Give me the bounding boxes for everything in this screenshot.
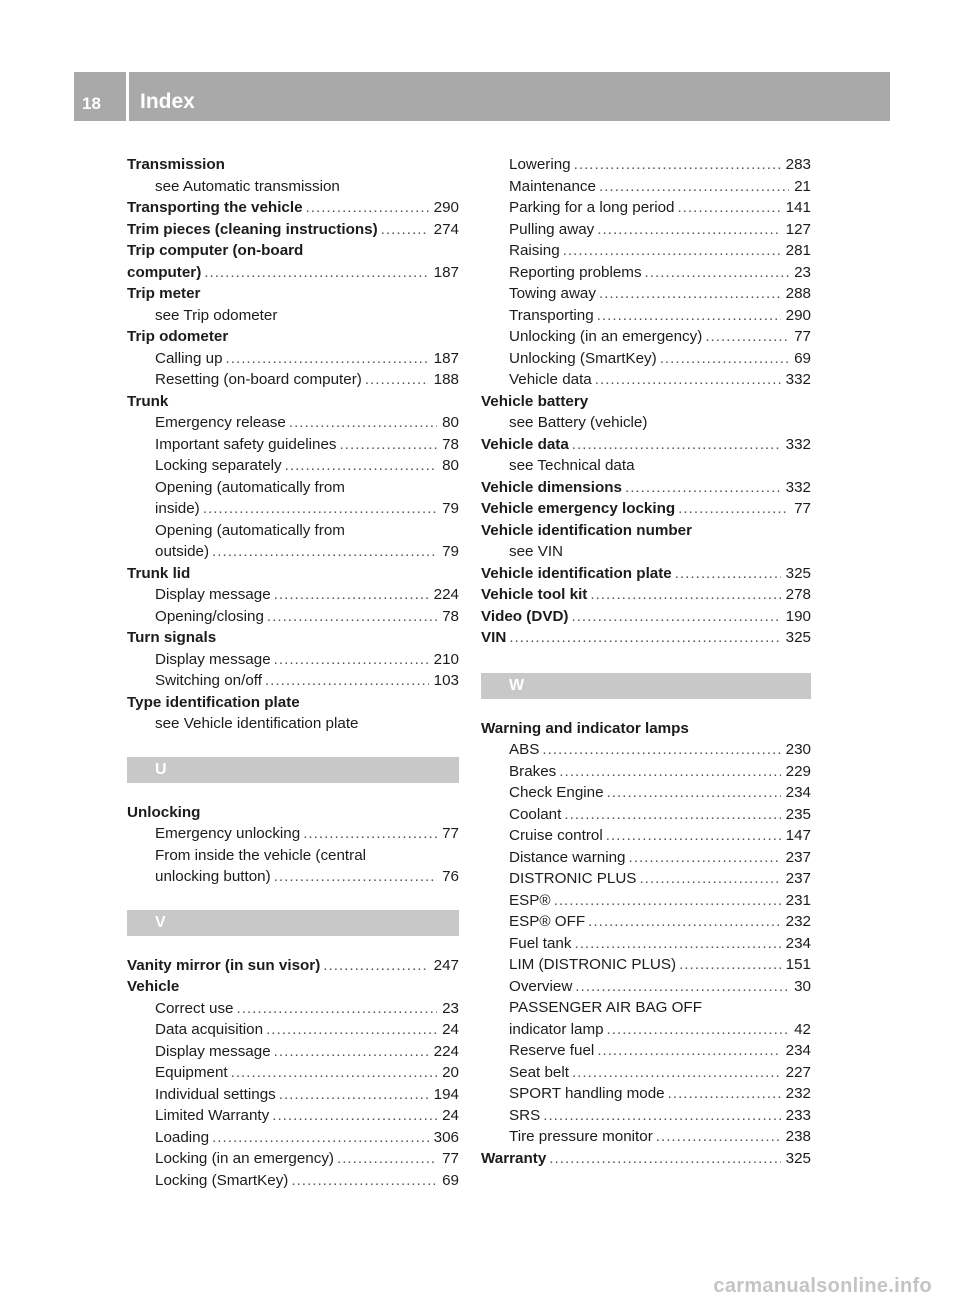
entry-label: Parking for a long period (509, 199, 675, 216)
index-subentry (127, 866, 459, 888)
page-ref: 151 (785, 956, 811, 973)
entry-label: Transporting (509, 306, 594, 324)
index-subentry (127, 412, 459, 434)
entry-label: Vehicle data (509, 371, 592, 388)
index-heading: Vehicle (127, 978, 180, 995)
index-entry (481, 498, 811, 520)
page-ref: 42 (794, 1020, 811, 1038)
entry-label: indicator lamp (509, 1020, 604, 1038)
entry-label: Video (DVD) (481, 607, 569, 625)
entry-label: Lowering (509, 156, 571, 173)
page-ref: 325 (785, 564, 811, 582)
index-subentry (481, 933, 811, 955)
index-see-reference: see Automatic transmission (155, 177, 340, 195)
page-ref: 224 (433, 1042, 459, 1060)
page-ref: 103 (433, 672, 459, 689)
index-heading: Trip meter (127, 285, 201, 302)
index-subentry (481, 197, 811, 219)
page-ref: 274 (433, 220, 459, 238)
entry-label: Vehicle tool kit (481, 586, 588, 603)
index-subentry (481, 761, 811, 783)
page-ref: 80 (442, 414, 459, 431)
section-header-u: U (127, 757, 459, 783)
dot-leader (203, 498, 437, 520)
entry-label: Display message (155, 1042, 271, 1060)
dot-leader (675, 563, 781, 585)
dot-leader (590, 584, 780, 606)
page-ref: 187 (433, 263, 459, 281)
page-ref: 234 (785, 1042, 811, 1059)
index-subentry (481, 804, 811, 826)
page-ref: 141 (785, 199, 811, 216)
dot-leader (668, 1083, 781, 1105)
dot-leader (564, 804, 780, 826)
dot-leader (595, 369, 781, 391)
dot-leader (563, 240, 781, 262)
dot-leader (549, 1148, 780, 1170)
entry-label: Coolant (509, 805, 562, 823)
page-ref: 194 (433, 1085, 459, 1103)
index-heading: Vehicle battery (481, 392, 589, 410)
dot-leader (274, 1041, 429, 1063)
page-ref: 23 (794, 263, 811, 281)
index-subentry (127, 649, 459, 671)
dot-leader (705, 326, 789, 348)
page-ref: 77 (794, 500, 811, 517)
page-ref: 80 (442, 457, 459, 474)
index-subentry (481, 976, 811, 998)
page-ref: 77 (442, 825, 459, 842)
dot-leader (340, 434, 438, 456)
header-divider (126, 72, 129, 121)
index-column-left (127, 154, 459, 1191)
dot-leader (381, 219, 429, 241)
index-subentry (481, 348, 811, 370)
entry-label: Warranty (481, 1149, 547, 1167)
index-heading: Transmission (127, 156, 225, 173)
index-subentry (127, 348, 459, 370)
index-subentry (127, 606, 459, 628)
entry-label: Correct use (155, 999, 234, 1017)
index-see-reference: see Trip odometer (155, 306, 278, 324)
index-subentry (481, 825, 811, 847)
entry-label: DISTRONIC PLUS (509, 870, 637, 887)
index-heading: Trunk (127, 392, 169, 410)
index-heading: Trip computer (on-board (127, 242, 304, 259)
dot-leader (599, 176, 789, 198)
dot-leader (266, 1019, 437, 1041)
page-ref: 234 (785, 784, 811, 801)
entry-label: Locking (in an emergency) (155, 1150, 334, 1167)
index-subentry (127, 670, 459, 692)
dot-leader (588, 911, 780, 933)
page-ref: 232 (785, 1085, 811, 1102)
index-subentry (127, 1084, 459, 1106)
index-heading: Unlocking (127, 803, 201, 821)
page-ref: 281 (785, 242, 811, 259)
entry-label: unlocking button) (155, 868, 271, 885)
page-ref: 290 (433, 199, 459, 216)
dot-leader (572, 434, 781, 456)
entry-label: Vehicle emergency locking (481, 500, 676, 517)
page-ref: 238 (785, 1128, 811, 1145)
entry-label: LIM (DISTRONIC PLUS) (509, 956, 677, 973)
page-ref: 76 (442, 868, 459, 885)
entry-label: Unlocking (SmartKey) (509, 349, 657, 367)
entry-label: Check Engine (509, 784, 604, 801)
index-subentry (481, 240, 811, 262)
index-subentry (127, 541, 459, 563)
index-subentry (481, 154, 811, 176)
index-subentry (127, 434, 459, 456)
page-title: Index (140, 90, 195, 113)
page-ref: 235 (785, 805, 811, 823)
dot-leader (274, 584, 429, 606)
index-see-reference: PASSENGER AIR BAG OFF (509, 999, 702, 1016)
dot-leader (597, 305, 781, 327)
entry-label: Calling up (155, 349, 223, 367)
entry-label: Reserve fuel (509, 1042, 595, 1059)
dot-leader (267, 606, 437, 628)
dot-leader (607, 782, 781, 804)
entry-label: ESP® (509, 891, 551, 909)
dot-leader (559, 761, 780, 783)
dot-leader (212, 541, 437, 563)
entry-label: ESP® OFF (509, 913, 586, 930)
entry-label: inside) (155, 500, 200, 517)
index-subentry (481, 219, 811, 241)
index-heading: Trunk lid (127, 564, 191, 582)
index-heading: Turn signals (127, 629, 217, 646)
index-subentry (127, 1105, 459, 1127)
dot-leader (597, 1040, 780, 1062)
dot-leader (574, 154, 781, 176)
page-ref: 283 (785, 156, 811, 173)
index-group-u (127, 802, 459, 888)
entry-label: Unlocking (in an emergency) (509, 328, 703, 345)
page-ref: 190 (785, 607, 811, 625)
index-subentry (481, 911, 811, 933)
dot-leader (625, 477, 781, 499)
entry-label: Equipment (155, 1064, 228, 1081)
entry-label: Locking (SmartKey) (155, 1171, 289, 1189)
index-subentry (127, 1148, 459, 1170)
index-see-reference: see Technical data (509, 457, 635, 474)
page-ref: 332 (785, 435, 811, 453)
dot-leader (656, 1126, 781, 1148)
page-ref: 187 (433, 349, 459, 367)
page-ref: 227 (785, 1063, 811, 1081)
index-entry (127, 219, 459, 241)
entry-label: Fuel tank (509, 934, 572, 952)
entry-label: Reporting problems (509, 263, 642, 281)
dot-leader (279, 1084, 429, 1106)
page-ref: 20 (442, 1064, 459, 1081)
index-subentry (127, 998, 459, 1020)
page-ref: 30 (794, 977, 811, 995)
index-subentry (127, 1127, 459, 1149)
index-see-reference: From inside the vehicle (central (155, 846, 367, 864)
page-ref: 24 (442, 1107, 459, 1124)
index-see-reference: Opening (automatically from (155, 478, 345, 496)
dot-leader (597, 219, 780, 241)
dot-leader (291, 1170, 437, 1192)
dot-leader (285, 455, 437, 477)
index-subentry (481, 1126, 811, 1148)
page-ref: 188 (433, 371, 459, 388)
index-group-v (127, 955, 459, 1192)
index-entry (481, 584, 811, 606)
dot-leader (303, 823, 437, 845)
index-entry (127, 262, 459, 284)
index-subentry (481, 1105, 811, 1127)
dot-leader (212, 1127, 429, 1149)
dot-leader (575, 976, 789, 998)
dot-leader (606, 825, 781, 847)
index-entry (481, 627, 811, 649)
page-ref: 237 (785, 848, 811, 866)
index-column-right (481, 154, 811, 1169)
entry-label: VIN (481, 629, 507, 646)
index-subentry (127, 369, 459, 391)
index-subentry (481, 283, 811, 305)
entry-label: Cruise control (509, 827, 603, 844)
entry-label: Overview (509, 977, 573, 995)
index-heading: Type identification plate (127, 693, 300, 711)
dot-leader (265, 670, 429, 692)
index-subentry (481, 868, 811, 890)
index-group-w (481, 718, 811, 1170)
index-subentry (481, 739, 811, 761)
entry-label: Vanity mirror (in sun visor) (127, 956, 321, 974)
index-subentry (481, 847, 811, 869)
page-ref: 288 (785, 285, 811, 302)
page-ref: 332 (785, 478, 811, 496)
index-heading: Vehicle identification number (481, 521, 692, 539)
index-heading: Warning and indicator lamps (481, 719, 689, 737)
index-entry (481, 434, 811, 456)
dot-leader (365, 369, 429, 391)
page-ref: 290 (785, 306, 811, 324)
dot-leader (678, 498, 789, 520)
index-subentry (127, 584, 459, 606)
index-subentry (127, 823, 459, 845)
entry-label: Opening/closing (155, 607, 264, 625)
dot-leader (645, 262, 790, 284)
index-subentry (481, 954, 811, 976)
dot-leader (323, 955, 428, 977)
dot-leader (272, 1105, 437, 1127)
index-subentry (481, 1019, 811, 1041)
watermark: carmanualsonline.info (713, 1275, 932, 1297)
page-ref: 79 (442, 543, 459, 560)
page-ref: 77 (442, 1150, 459, 1167)
dot-leader (543, 1105, 780, 1127)
page-ref: 147 (785, 827, 811, 844)
entry-label: Vehicle data (481, 435, 569, 453)
dot-leader (509, 627, 780, 649)
dot-leader (629, 847, 781, 869)
dot-leader (204, 262, 428, 284)
index-subentry (481, 1083, 811, 1105)
page-ref: 69 (794, 349, 811, 367)
index-entry (481, 477, 811, 499)
page-ref: 224 (433, 586, 459, 603)
index-subentry (127, 498, 459, 520)
dot-leader (226, 348, 429, 370)
index-subentry (127, 1062, 459, 1084)
entry-label: Resetting (on-board computer) (155, 371, 362, 388)
entry-label: Raising (509, 242, 560, 259)
entry-label: Data acquisition (155, 1021, 264, 1038)
dot-leader (237, 998, 438, 1020)
dot-leader (574, 933, 780, 955)
entry-label: Individual settings (155, 1085, 276, 1103)
entry-label: SRS (509, 1106, 541, 1124)
dot-leader (660, 348, 789, 370)
dot-leader (231, 1062, 437, 1084)
dot-leader (289, 412, 437, 434)
dot-leader (639, 868, 780, 890)
entry-label: Limited Warranty (155, 1107, 270, 1124)
entry-label: Emergency release (155, 414, 286, 431)
dot-leader (572, 1062, 781, 1084)
page-ref: 229 (785, 762, 811, 780)
entry-label: Emergency unlocking (155, 825, 301, 842)
dot-leader (554, 890, 781, 912)
page-ref: 237 (785, 870, 811, 887)
dot-leader (677, 197, 780, 219)
index-subentry (481, 890, 811, 912)
dot-leader (542, 739, 780, 761)
index-entry (127, 197, 459, 219)
entry-label: Tire pressure monitor (509, 1128, 653, 1145)
entry-label: ABS (509, 741, 540, 758)
page-number: 18 (82, 94, 101, 113)
page-header (74, 72, 890, 121)
page-ref: 24 (442, 1021, 459, 1038)
page-ref: 232 (785, 913, 811, 930)
entry-label: Display message (155, 650, 271, 668)
entry-label: Distance warning (509, 848, 626, 866)
entry-label: Maintenance (509, 177, 596, 195)
page-ref: 77 (794, 328, 811, 345)
entry-label: Switching on/off (155, 672, 262, 689)
index-subentry (481, 326, 811, 348)
entry-label: Seat belt (509, 1063, 569, 1081)
index-subentry (481, 1040, 811, 1062)
page-ref: 306 (433, 1128, 459, 1146)
dot-leader (337, 1148, 437, 1170)
index-entry (127, 955, 459, 977)
entry-label: Vehicle dimensions (481, 478, 622, 496)
dot-leader (607, 1019, 790, 1041)
entry-label: Pulling away (509, 220, 595, 238)
page-ref: 325 (785, 1149, 811, 1167)
page-ref: 234 (785, 934, 811, 952)
section-header-w: W (481, 673, 811, 699)
entry-label: SPORT handling mode (509, 1085, 665, 1102)
page-ref: 247 (433, 956, 459, 974)
page-ref: 21 (794, 177, 811, 195)
dot-leader (274, 649, 429, 671)
dot-leader (306, 197, 429, 219)
index-subentry (481, 262, 811, 284)
index-group-v-continued (481, 154, 811, 649)
entry-label: Important safety guidelines (155, 435, 337, 453)
entry-label: Trim pieces (cleaning instructions) (127, 220, 378, 238)
index-subentry (481, 176, 811, 198)
entry-label: Brakes (509, 762, 557, 780)
page-ref: 79 (442, 500, 459, 517)
index-heading: Trip odometer (127, 328, 229, 345)
entry-label: Towing away (509, 285, 596, 302)
entry-label: Transporting the vehicle (127, 199, 303, 216)
section-header-v: V (127, 910, 459, 936)
index-entry (481, 563, 811, 585)
index-entry (481, 606, 811, 628)
index-entry (481, 1148, 811, 1170)
index-see-reference: see VIN (509, 543, 564, 560)
page-ref: 78 (442, 607, 459, 625)
page-ref: 23 (442, 999, 459, 1017)
dot-leader (679, 954, 781, 976)
entry-label: outside) (155, 543, 210, 560)
entry-label: Loading (155, 1128, 210, 1146)
index-subentry (127, 1041, 459, 1063)
dot-leader (571, 606, 780, 628)
page-ref: 78 (442, 435, 459, 453)
page-ref: 233 (785, 1106, 811, 1124)
entry-label: Display message (155, 586, 271, 603)
page-ref: 210 (433, 650, 459, 668)
dot-leader (274, 866, 437, 888)
dot-leader (599, 283, 781, 305)
index-subentry (127, 1019, 459, 1041)
page-ref: 69 (442, 1171, 459, 1189)
page-ref: 278 (785, 586, 811, 603)
index-see-reference: see Vehicle identification plate (155, 715, 359, 732)
page-ref: 127 (785, 220, 811, 238)
index-subentry (481, 782, 811, 804)
page-ref: 325 (785, 629, 811, 646)
page-ref: 231 (785, 891, 811, 909)
index-subentry (481, 1062, 811, 1084)
index-see-reference: see Battery (vehicle) (509, 414, 648, 431)
page-ref: 230 (785, 741, 811, 758)
index-subentry (127, 1170, 459, 1192)
index-subentry (127, 455, 459, 477)
index-subentry (481, 305, 811, 327)
entry-label: Locking separately (155, 457, 282, 474)
index-group-t (127, 154, 459, 735)
index-subentry (481, 369, 811, 391)
entry-label: computer) (127, 263, 202, 281)
page-ref: 332 (785, 371, 811, 388)
entry-label: Vehicle identification plate (481, 564, 672, 582)
index-see-reference: Opening (automatically from (155, 521, 345, 539)
